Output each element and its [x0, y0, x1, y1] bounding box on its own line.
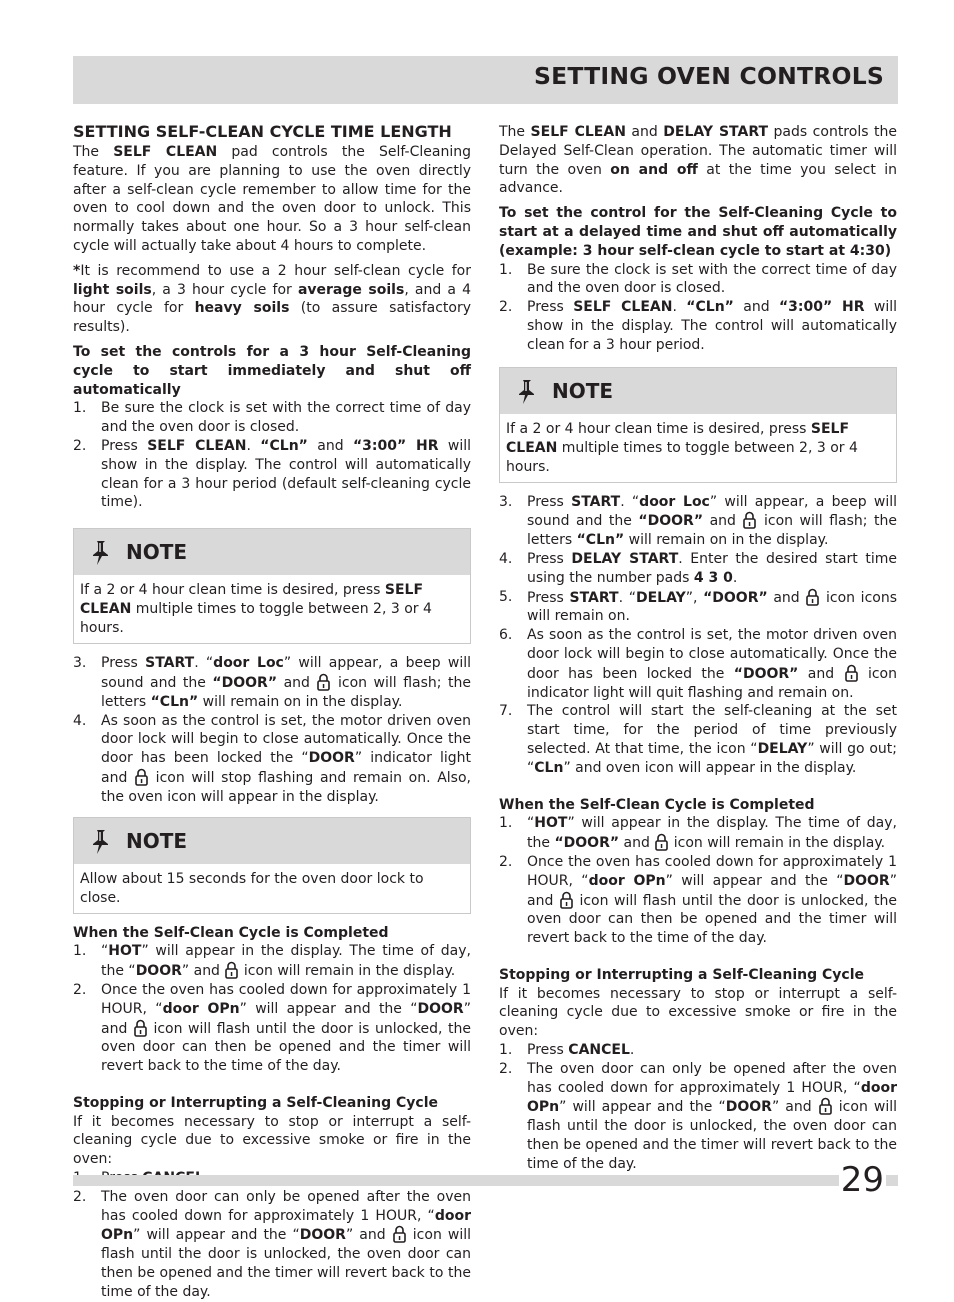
lock-icon [134, 1019, 147, 1037]
lock-icon [135, 768, 148, 786]
intro-paragraph: The SELF CLEAN pad controls the Self-Cleaning feature. If you are planning to use the oven directly after a self-clean cycle remember to allow time for the oven to cool down and the oven door to unlock. This normally takes about one hour. So a 3 hour self-clean cycle will actually take about 4 hours to complete. [73, 144, 471, 254]
subsection-title: When the Self-Clean Cycle is Completed [499, 796, 815, 813]
lock-icon [806, 588, 819, 606]
steps-list [499, 1041, 897, 1174]
header-bar [73, 56, 898, 104]
note-label: NOTE [126, 540, 188, 565]
steps-list [73, 1169, 471, 1302]
right-column [499, 123, 897, 1174]
stopping-intro: If it becomes necessary to stop or interrupt a self-cleaning cycle due to excessive smoke or fire in the oven: [73, 1113, 471, 1168]
list-item: 7. The control will start the self-cleaning at the set start time, for the period of time previously selected. At that time, the icon “DELAY” will go out; “CLn” and oven icon will appear in the display. [499, 703, 897, 776]
lock-icon [225, 961, 238, 979]
list-item: 2. The oven door can only be opened after the oven has cooled down for approximately 1 HOUR, “door OPn” will appear and the “DOOR” and icon will flash until the door is unlocked, the oven door can then be opened and the timer will revert back to the time of the day. [499, 1060, 898, 1172]
left-column [73, 121, 471, 1302]
steps-list [499, 493, 897, 778]
note-box [499, 367, 897, 483]
note-box [73, 817, 471, 914]
list-item: 1. “HOT” will appear in the display. The time of day, the “DOOR” and icon will remain in the display. [499, 815, 897, 852]
note-label: NOTE [126, 828, 188, 853]
steps-list [73, 942, 471, 1076]
note-header [74, 818, 470, 864]
pin-icon [88, 828, 112, 856]
lock-icon [560, 891, 573, 909]
page-number: 29 [840, 1160, 884, 1200]
steps-list [499, 814, 897, 948]
subsection-title: Stopping or Interrupting a Self-Cleaning Cycle [499, 966, 864, 983]
list-item: 6. As soon as the control is set, the motor driven oven door lock will begin to close automatically. Once the door has been locked the “DOOR” and icon indicator light will quit flashing and remain on. [499, 627, 897, 701]
lock-icon [743, 511, 756, 529]
list-item: 5. Press START. “DELAY”, “DOOR” and icon icons will remain on. [499, 588, 897, 625]
list-item: 2. Once the oven has cooled down for approximately 1 HOUR, “door OPn” will appear and the “DOOR” and icon will flash until the door is unlocked, the oven door can then be opened and the timer will revert back to the time of the day. [499, 853, 898, 947]
note-box [73, 528, 471, 644]
list-item: 3. Press START. “door Loc” will appear, a beep will sound and the “DOOR” and icon will flash; the letters “CLn” will remain on in the display. [499, 493, 897, 549]
list-item: 1. Be sure the clock is set with the correct time of day and the oven door is closed. [499, 261, 897, 297]
list-item: 4. As soon as the control is set, the motor driven oven door lock will begin to close automatically. Once the door has been locked the “DOOR” indicator light and icon will stop flashing and remain on. Also, the oven icon will appear in the display. [73, 712, 471, 805]
list-item: 2. The oven door can only be opened after the oven has cooled down for approximately 1 HOUR, “door OPn” will appear and the “DOOR” and icon will flash until the door is unlocked, the oven door can then be opened and the timer will revert back to the time of the day. [73, 1188, 472, 1300]
immediate-clean-heading: To set the controls for a 3 hour Self-Cleaning cycle to start immediately and shut off automatically [73, 343, 471, 398]
note-header [74, 529, 470, 575]
lock-icon [845, 664, 858, 682]
lock-icon [317, 673, 330, 691]
intro-paragraph: The SELF CLEAN and DELAY START pads controls the Delayed Self-Clean operation. The automatic timer will turn the oven on and off at the time you select in advance. [499, 124, 897, 197]
list-item: 2. Press SELF CLEAN. “CLn” and “3:00” HR will show in the display. The control will automatically clean for a 3 hour period (default self-cleaning cycle time). [73, 437, 471, 511]
delayed-clean-heading: To set the control for the Self-Cleaning Cycle to start at a delayed time and shut off automatically (example: 3 hour self-clean cycle to start at 4:30) [499, 205, 897, 259]
subsection-title: Stopping or Interrupting a Self-Cleaning Cycle [73, 1094, 438, 1111]
list-item: 4. Press DELAY START. Enter the desired start time using the number pads 4 3 0. [499, 550, 897, 586]
steps-list [73, 654, 471, 806]
subsection-title: When the Self-Clean Cycle is Completed [73, 924, 389, 941]
lock-icon [393, 1225, 406, 1243]
note-label: NOTE [552, 378, 614, 403]
note-header [500, 368, 896, 414]
pin-icon [514, 378, 538, 406]
list-item: 1. “HOT” will appear in the display. The time of day, the “DOOR” and icon will remain in the display. [73, 943, 471, 980]
lock-icon [655, 833, 668, 851]
list-item: 3. Press START. “door Loc” will appear, a beep will sound and the “DOOR” and icon will flash; the letters “CLn” will remain on in the display. [73, 655, 471, 710]
list-item: 1. Be sure the clock is set with the correct time of day and the oven door is closed. [73, 400, 471, 436]
note-text: Allow about 15 seconds for the oven door lock to close. [80, 870, 424, 906]
list-item: 2. Press SELF CLEAN. “CLn” and “3:00” HR will show in the display. The control will automatically clean for a 3 hour period. [499, 299, 897, 353]
list-item: 1. Press CANCEL. [499, 1042, 635, 1059]
note-text: If a 2 or 4 hour clean time is desired, press SELF CLEAN multiple times to toggle between 2, 3 or 4 hours. [506, 420, 858, 475]
lock-icon [819, 1097, 832, 1115]
section-title: SETTING SELF-CLEAN CYCLE TIME LENGTH [73, 122, 452, 141]
stopping-intro: If it becomes necessary to stop or interrupt a self-cleaning cycle due to excessive smoke or fire in the oven: [499, 985, 897, 1040]
pin-icon [88, 539, 112, 567]
footer-bar [73, 1175, 898, 1186]
steps-list [499, 261, 897, 355]
recommend-paragraph: *It is recommend to use a 2 hour self-clean cycle for light soils, a 3 hour cycle for average soils, and a 4 hour cycle for heavy soils (to assure satisfactory results). [73, 262, 471, 336]
page-title: SETTING OVEN CONTROLS [534, 62, 884, 90]
note-text: If a 2 or 4 hour clean time is desired, press SELF CLEAN multiple times to toggle between 2, 3 or 4 hours. [80, 582, 432, 637]
list-item: 2. Once the oven has cooled down for approximately 1 HOUR, “door OPn” will appear and the “DOOR” and icon will flash until the door is unlocked, the oven door can then be opened and the timer will revert back to the time of the day. [73, 981, 472, 1075]
steps-list [73, 399, 471, 512]
